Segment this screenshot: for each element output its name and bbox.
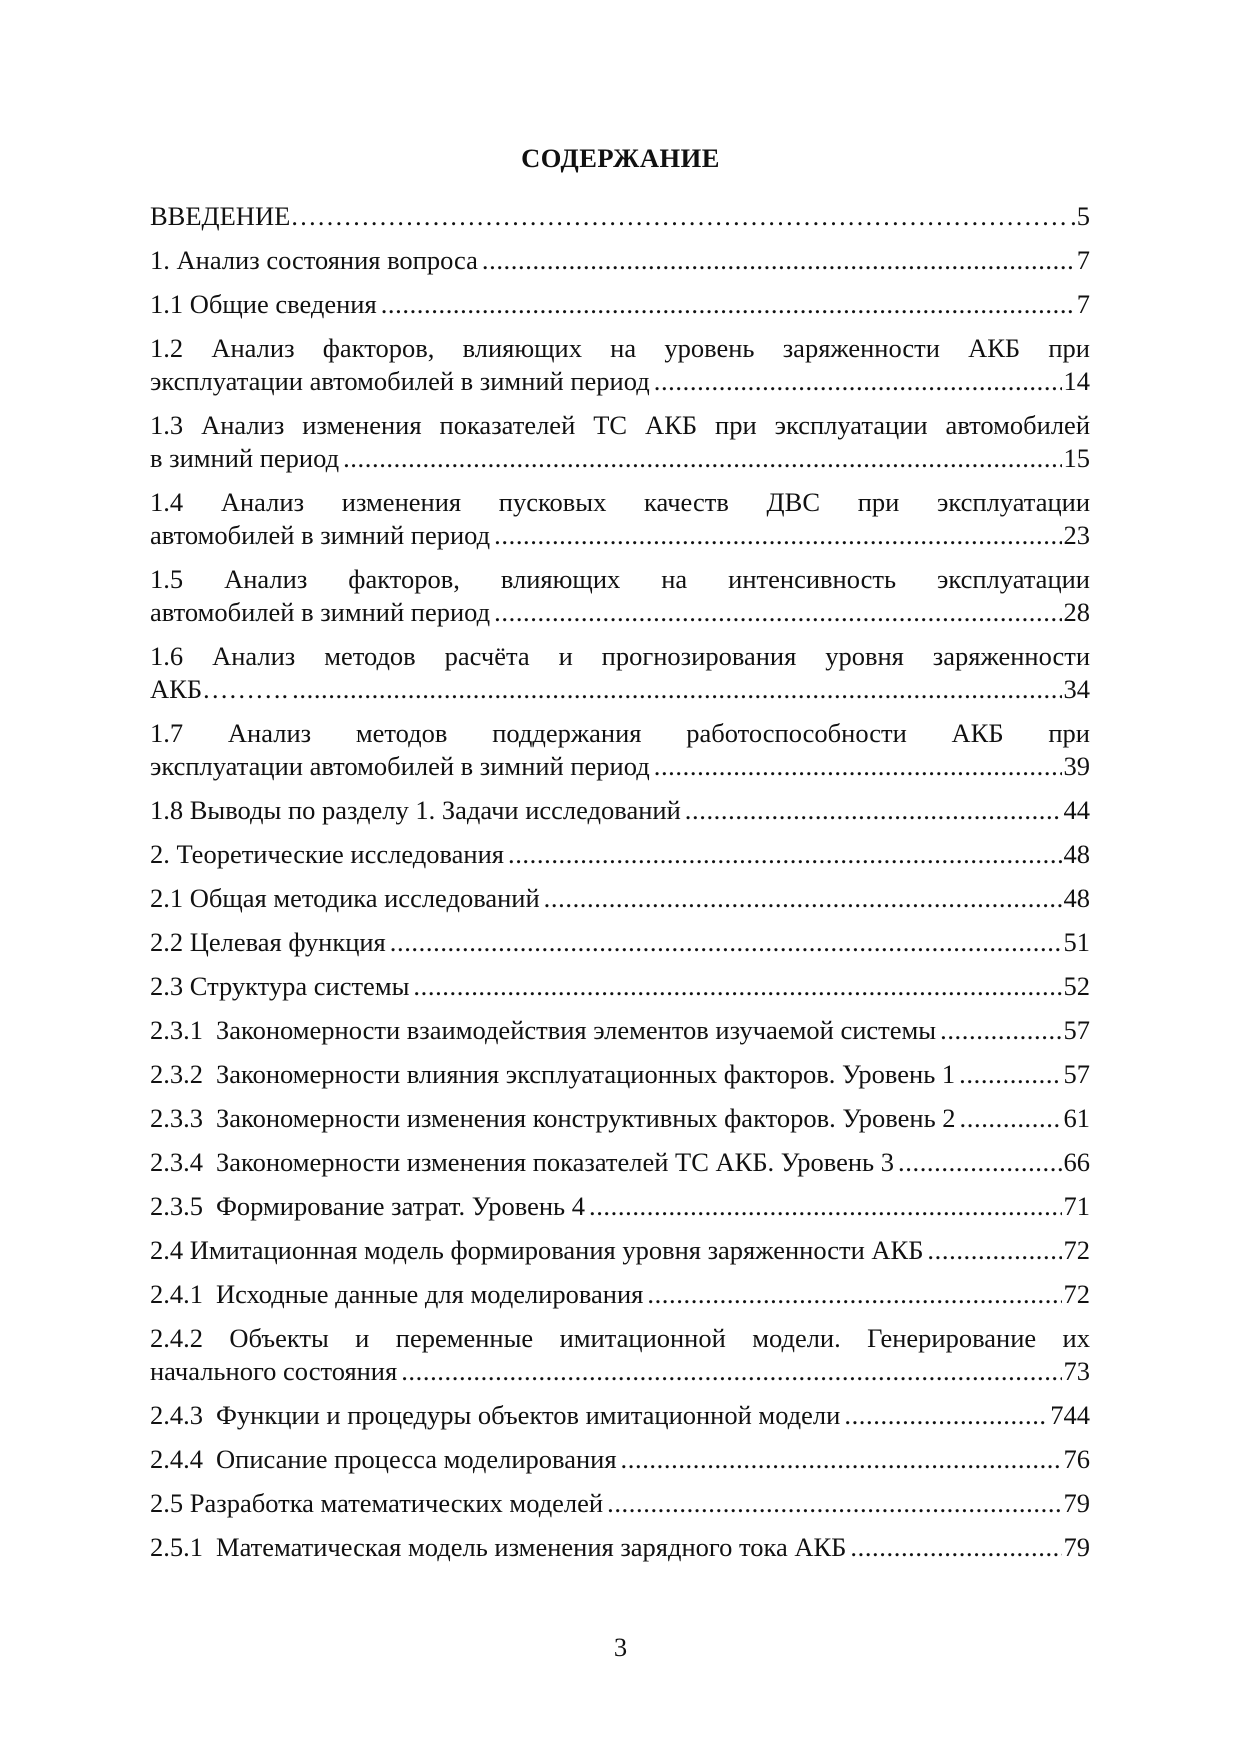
dot-leader [397, 1355, 1061, 1388]
toc-page-number: 76 [1063, 1444, 1090, 1474]
dot-leader [643, 1278, 1061, 1311]
toc-entry-title: Функции и процедуры объектов имитационной модели [216, 1400, 841, 1430]
toc-entry[interactable] [150, 838, 1090, 871]
toc-page-number: 79 [1063, 1532, 1090, 1562]
toc-page-number: 28 [1063, 597, 1090, 627]
toc-entry-title-line2: эксплуатации автомобилей в зимний период [150, 751, 650, 781]
toc-page-number: 48 [1063, 883, 1090, 913]
toc-entry[interactable] [150, 200, 1090, 233]
dot-leader [490, 519, 1061, 552]
toc-section-number: 2.5.1 [150, 1532, 203, 1562]
toc-entry[interactable] [150, 640, 1090, 706]
dot-leader [956, 1102, 1062, 1135]
toc-entry-title: 2.5 Разработка математических моделей [150, 1488, 604, 1518]
toc-page-number: 51 [1063, 927, 1090, 957]
toc-page-number: 7 [1076, 245, 1090, 275]
toc-entry-title: Математическая модель изменения зарядного тока АКБ [216, 1532, 847, 1562]
dot-leader [540, 882, 1062, 915]
toc-entry-title-line2: автомобилей в зимний период [150, 520, 491, 550]
toc-entry[interactable] [150, 1487, 1090, 1520]
toc-page-number: 57 [1063, 1015, 1090, 1045]
toc-page-number: 73 [1063, 1356, 1090, 1386]
toc-entry-title: ВВЕДЕНИЕ [150, 201, 291, 231]
toc-page-number: 744 [1050, 1400, 1090, 1430]
toc-entry[interactable] [150, 1146, 1090, 1179]
toc-page-number: 72 [1063, 1235, 1090, 1265]
dot-leader [840, 1399, 1048, 1432]
toc-entry-title-line2: эксплуатации автомобилей в зимний период [150, 366, 650, 396]
toc-page-number: 72 [1063, 1279, 1090, 1309]
dot-leader [650, 750, 1062, 783]
toc-page-number: 48 [1063, 839, 1090, 869]
dot-leader [955, 1058, 1061, 1091]
toc-entry[interactable] [150, 244, 1090, 277]
toc-entry[interactable] [150, 332, 1090, 398]
toc-entry-title-line2: начального состояния [150, 1356, 398, 1386]
toc-page-number: .5 [1070, 201, 1090, 231]
toc-entry-title-line2: АКБ………. [150, 674, 289, 704]
toc-entry-title: 2.4 Имитационная модель формирования уровня заряженности АКБ [150, 1235, 924, 1265]
toc-entry[interactable] [150, 717, 1090, 783]
toc-page-number: 39 [1063, 751, 1090, 781]
toc-entry[interactable] [150, 1531, 1090, 1564]
toc-entry[interactable] [150, 1443, 1090, 1476]
toc-entry-title: Закономерности взаимодействия элементов изучаемой системы [216, 1015, 937, 1045]
toc-page-number: 34 [1063, 674, 1090, 704]
toc-page-number: 7 [1076, 289, 1090, 319]
toc-entry[interactable] [150, 1102, 1090, 1135]
toc-page-number: 52 [1063, 971, 1090, 1001]
dot-leader [923, 1234, 1061, 1267]
toc-page-number: 71 [1063, 1191, 1090, 1221]
dot-leader [377, 288, 1075, 321]
dot-leader [504, 838, 1062, 871]
page-number: 3 [613, 1632, 628, 1662]
dot-leader [846, 1531, 1061, 1564]
toc-entry-title: 2.3 Структура системы [150, 971, 410, 1001]
toc-entry[interactable] [150, 1322, 1090, 1388]
toc-entry-title: Закономерности изменения показателей ТС АКБ. Уровень 3 [216, 1147, 895, 1177]
toc-section-number: 2.4.1 [150, 1279, 203, 1309]
toc-page-number: 44 [1063, 795, 1090, 825]
toc-entry[interactable] [150, 1058, 1090, 1091]
toc-entry-title-line2: автомобилей в зимний период [150, 597, 491, 627]
toc-entry[interactable] [150, 563, 1090, 629]
toc-entry-title-line1: 2.4.2 Объекты и переменные имитационной модели. Генерирование их [150, 1323, 1090, 1353]
toc-entry[interactable] [150, 926, 1090, 959]
toc-section-number: 2.3.5 [150, 1191, 203, 1221]
toc-section-number: 2.3.1 [150, 1015, 203, 1045]
toc-entry-title: 1.8 Выводы по разделу 1. Задачи исследований [150, 795, 681, 825]
toc-entry[interactable] [150, 409, 1090, 475]
toc-entry[interactable] [150, 486, 1090, 552]
dot-leader [490, 596, 1061, 629]
toc-page-number: 23 [1063, 520, 1090, 550]
dot-leader [288, 673, 1061, 706]
toc-entry-title: 2.1 Общая методика исследований [150, 883, 540, 913]
toc-entry-title-line1: 1.5 Анализ факторов, влияющих на интенсивность эксплуатации [150, 564, 1090, 594]
toc-entry-title: Формирование затрат. Уровень 4 [216, 1191, 585, 1221]
toc-entry[interactable] [150, 1014, 1090, 1047]
toc-entry[interactable] [150, 288, 1090, 321]
dot-leader [894, 1146, 1061, 1179]
toc-entry[interactable] [150, 794, 1090, 827]
dot-leader [650, 365, 1062, 398]
toc-entry-title: Закономерности изменения конструктивных факторов. Уровень 2 [216, 1103, 956, 1133]
toc-entry-title-line1: 1.6 Анализ методов расчёта и прогнозирования уровня заряженности [150, 641, 1090, 671]
toc-entry-title-line2: в зимний период [150, 443, 340, 473]
toc-title: СОДЕРЖАНИЕ [521, 143, 720, 173]
toc-entry-title: Исходные данные для моделирования [216, 1279, 644, 1309]
toc-entry-title-line1: 1.3 Анализ изменения показателей ТС АКБ при эксплуатации автомобилей [150, 410, 1090, 440]
toc-page-number: 15 [1063, 443, 1090, 473]
toc-entry-title: 2.2 Целевая функция [150, 927, 386, 957]
toc-entry-title-line1: 1.7 Анализ методов поддержания работоспособности АКБ при [150, 718, 1090, 748]
toc-entry-title: Закономерности влияния эксплуатационных факторов. Уровень 1 [216, 1059, 956, 1089]
toc-entry-title-line1: 1.2 Анализ факторов, влияющих на уровень заряженности АКБ при [150, 333, 1090, 363]
toc-page-number: 57 [1063, 1059, 1090, 1089]
toc-page-number: 79 [1063, 1488, 1090, 1518]
toc-section-number: 2.3.3 [150, 1103, 203, 1133]
toc-entry-title: 1.1 Общие сведения [150, 289, 377, 319]
toc-entry[interactable] [150, 1278, 1090, 1311]
toc-entry[interactable] [150, 1234, 1090, 1267]
dot-leader [603, 1487, 1061, 1520]
toc-entry[interactable] [150, 1190, 1090, 1223]
dot-leader [409, 970, 1061, 1003]
dot-leader [617, 1443, 1062, 1476]
toc-entry-title: 1. Анализ состояния вопроса [150, 245, 478, 275]
toc-entry-title: Описание процесса моделирования [216, 1444, 617, 1474]
toc-entry-title: 2. Теоретические исследования [150, 839, 504, 869]
toc-entry[interactable] [150, 1399, 1090, 1432]
dot-leader [339, 442, 1061, 475]
toc-entry-title-line1: 1.4 Анализ изменения пусковых качеств ДВС при эксплуатации [150, 487, 1090, 517]
toc-page-number: 66 [1063, 1147, 1090, 1177]
toc-page-number: 14 [1063, 366, 1090, 396]
toc-section-number: 2.3.4 [150, 1147, 203, 1177]
dot-leader [386, 926, 1062, 959]
toc-entry[interactable] [150, 882, 1090, 915]
table-of-contents [150, 200, 1090, 1564]
dot-leader [478, 244, 1075, 277]
dot-leader [681, 794, 1062, 827]
toc-section-number: 2.4.4 [150, 1444, 203, 1474]
toc-section-number: 2.3.2 [150, 1059, 203, 1089]
toc-page-number: 61 [1063, 1103, 1090, 1133]
dot-leader [936, 1014, 1061, 1047]
toc-entry[interactable] [150, 970, 1090, 1003]
dot-leader [290, 200, 1068, 233]
dot-leader [585, 1190, 1062, 1223]
toc-section-number: 2.4.3 [150, 1400, 203, 1430]
